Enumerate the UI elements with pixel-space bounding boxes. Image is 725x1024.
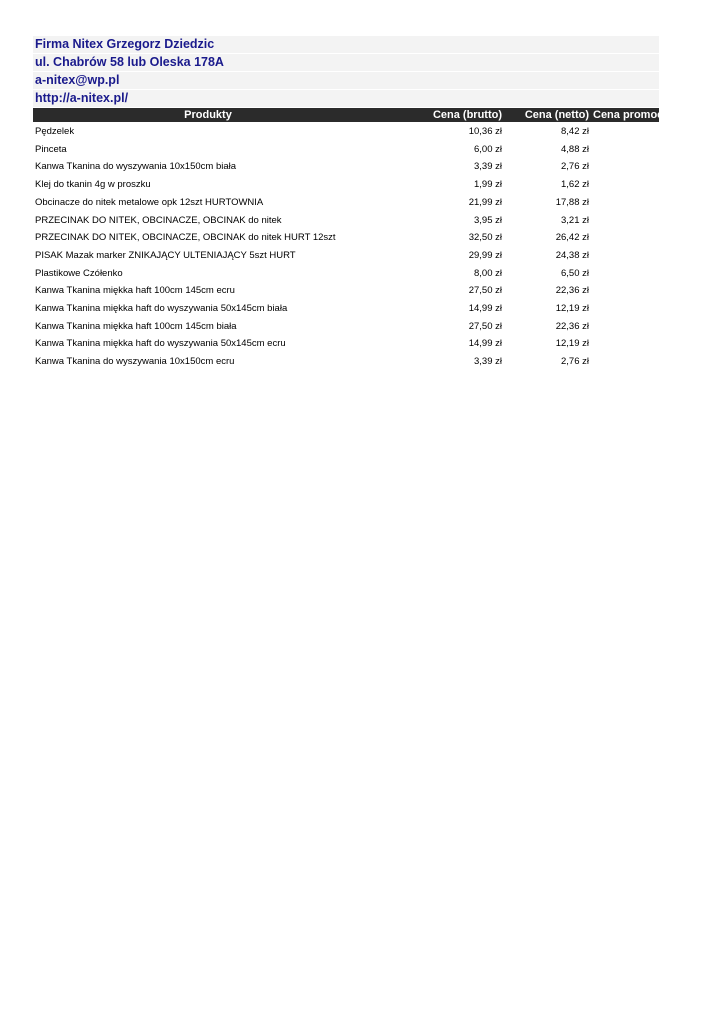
table-row [33, 353, 659, 371]
table-row [33, 229, 659, 247]
product-name-cell: Klej do tkanin 4g w proszku [35, 179, 151, 191]
table-row [33, 265, 659, 283]
product-name-cell: Kanwa Tkanina miękka haft 100cm 145cm ecru [35, 285, 235, 297]
table-row [33, 141, 659, 159]
gross-price-cell: 27,50 zł [468, 320, 502, 332]
promo-price-cell [591, 300, 659, 318]
net-price-cell: 2,76 zł [561, 161, 589, 173]
promo-price-cell [591, 318, 659, 336]
table-row [33, 318, 659, 336]
column-header-product: Produkty [33, 108, 383, 122]
table-row [33, 194, 659, 212]
table-header-row [33, 108, 659, 122]
net-price-cell: 6,50 zł [561, 267, 589, 279]
promo-price-cell [591, 176, 659, 194]
table-row [33, 282, 659, 300]
table-row [33, 335, 659, 353]
gross-price-cell: 6,00 zł [474, 143, 502, 155]
product-name-cell: Pinceta [35, 143, 67, 155]
gross-price-cell: 14,99 zł [468, 303, 502, 315]
gross-price-cell: 8,00 zł [474, 267, 502, 279]
table-row [33, 176, 659, 194]
company-email[interactable]: a-nitex@wp.pl [33, 72, 659, 89]
product-name-cell: PISAK Mazak marker ZNIKAJĄCY ULTENIAJĄCY 5szt HURT [35, 249, 296, 261]
promo-price-cell [591, 158, 659, 176]
net-price-cell: 3,21 zł [561, 214, 589, 226]
table-row [33, 212, 659, 230]
promo-price-cell [591, 265, 659, 283]
promo-price-cell [591, 229, 659, 247]
product-name-cell: Kanwa Tkanina miękka haft do wyszywania 50x145cm ecru [35, 338, 286, 350]
gross-price-cell: 32,50 zł [468, 232, 502, 244]
promo-price-cell [591, 212, 659, 230]
net-price-cell: 4,88 zł [561, 143, 589, 155]
gross-price-cell: 1,99 zł [474, 179, 502, 191]
product-name-cell: PRZECINAK DO NITEK, OBCINACZE, OBCINAK do nitek [35, 214, 282, 226]
promo-price-cell [591, 141, 659, 159]
company-name: Firma Nitex Grzegorz Dziedzic [33, 36, 659, 53]
gross-price-cell: 29,99 zł [468, 249, 502, 261]
products-table [33, 108, 686, 371]
promo-price-cell [591, 282, 659, 300]
promo-price-cell [591, 194, 659, 212]
product-name-cell: Plastikowe Czółenko [35, 267, 123, 279]
product-name-cell: Obcinacze do nitek metalowe opk 12szt HURTOWNIA [35, 196, 264, 208]
table-row [33, 300, 659, 318]
price-list-document [33, 36, 686, 371]
gross-price-cell: 3,95 zł [474, 214, 502, 226]
promo-price-cell [591, 335, 659, 353]
table-row [33, 122, 659, 141]
net-price-cell: 12,19 zł [555, 303, 589, 315]
gross-price-cell: 10,36 zł [468, 126, 502, 137]
net-price-cell: 22,36 zł [555, 285, 589, 297]
company-website[interactable]: http://a-nitex.pl/ [33, 90, 659, 107]
promo-price-cell [591, 122, 659, 141]
gross-price-cell: 21,99 zł [468, 196, 502, 208]
gross-price-cell: 27,50 zł [468, 285, 502, 297]
net-price-cell: 1,62 zł [561, 179, 589, 191]
promo-price-cell [591, 353, 659, 371]
net-price-cell: 2,76 zł [561, 356, 589, 368]
company-address: ul. Chabrów 58 lub Oleska 178A [33, 54, 659, 71]
product-name-cell: Kanwa Tkanina do wyszywania 10x150cm biała [35, 161, 237, 173]
promo-price-cell [591, 247, 659, 265]
column-header-net: Cena (netto) [504, 108, 591, 122]
net-price-cell: 22,36 zł [555, 320, 589, 332]
column-header-promo: Cena promocyjna [593, 109, 686, 121]
net-price-cell: 17,88 zł [555, 196, 589, 208]
table-row [33, 247, 659, 265]
table-row [33, 158, 659, 176]
product-name-cell: Kanwa Tkanina miękka haft 100cm 145cm biała [35, 320, 237, 332]
product-name-cell: Kanwa Tkanina do wyszywania 10x150cm ecru [35, 356, 235, 368]
gross-price-cell: 3,39 zł [474, 356, 502, 368]
net-price-cell: 26,42 zł [555, 232, 589, 244]
net-price-cell: 24,38 zł [555, 249, 589, 261]
product-name-cell: PRZECINAK DO NITEK, OBCINACZE, OBCINAK do nitek HURT 12szt [35, 232, 336, 244]
net-price-cell: 8,42 zł [561, 126, 589, 137]
product-name-cell: Pędzelek [35, 126, 75, 137]
gross-price-cell: 3,39 zł [474, 161, 502, 173]
net-price-cell: 12,19 zł [555, 338, 589, 350]
gross-price-cell: 14,99 zł [468, 338, 502, 350]
product-name-cell: Kanwa Tkanina miękka haft do wyszywania 50x145cm biała [35, 303, 288, 315]
column-header-gross: Cena (brutto) [383, 108, 504, 122]
